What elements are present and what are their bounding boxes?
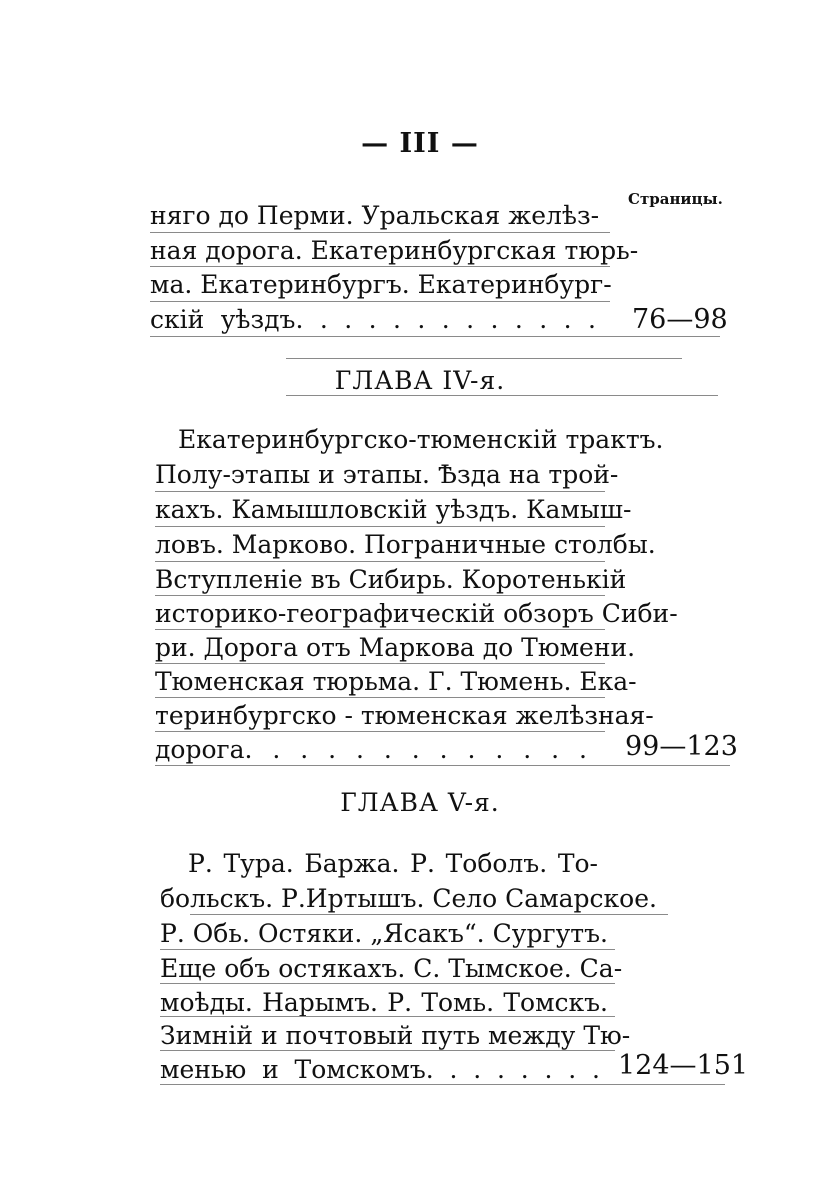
toc-line: няго до Перми. Уральская желѣз- (150, 201, 600, 230)
ruled-line (155, 663, 605, 664)
chapter-v-heading: ГЛАВА V-я. (340, 788, 500, 817)
toc-line: моѣды. Нарымъ. Р. Томь. Томскъ. (160, 988, 608, 1017)
toc-line: Р. Тура. Баржа. Р. Тоболъ. То- (188, 849, 598, 878)
ruled-line (160, 983, 615, 984)
toc-line: Полу-этапы и этапы. Ѣзда на трой- (155, 460, 619, 489)
pages-column-label: Страницы. (628, 190, 723, 208)
ruled-line (155, 697, 605, 698)
page-range: 76—98 (632, 304, 728, 335)
page-number: — III — (361, 128, 479, 159)
toc-line: теринбургско - тюменская желѣзная- (155, 701, 654, 730)
ruled-line (150, 232, 610, 233)
toc-line: ма. Екатеринбургъ. Екатеринбург- (150, 270, 612, 299)
ruled-line (150, 266, 610, 267)
ruled-line (155, 595, 605, 596)
ruled-line (160, 1050, 615, 1051)
toc-line: менью и Томскомъ. . . . . . . . (160, 1055, 600, 1084)
toc-line: Зимній и почтовый путь между Тю- (160, 1021, 631, 1050)
toc-line: Еще объ остякахъ. С. Тымское. Са- (160, 954, 623, 983)
toc-line: Вступленіе въ Сибирь. Коротенькій (155, 565, 627, 594)
ruled-line (160, 949, 615, 950)
ruled-line (160, 1084, 725, 1085)
toc-line: дорога. . . . . . . . . . . . . (155, 735, 587, 764)
ruled-line (150, 301, 610, 302)
ruled-line (155, 491, 605, 492)
ruled-line (150, 336, 720, 337)
ruled-line (190, 914, 668, 915)
chapter-iv-heading: ГЛАВА IV-я. (334, 366, 506, 395)
toc-line: Р. Обь. Остяки. „Ясакъ“. Сургутъ. (160, 919, 608, 948)
ruled-line (155, 526, 605, 527)
ruled-line (155, 731, 605, 732)
toc-line: кахъ. Камышловскій уѣздъ. Камыш- (155, 495, 632, 524)
page-range: 99—123 (625, 731, 738, 762)
toc-line: Екатеринбургско-тюменскій трактъ. (178, 425, 664, 454)
divider (286, 358, 682, 359)
ruled-line (155, 629, 605, 630)
toc-line: Тюменская тюрьма. Г. Тюмень. Ека- (155, 667, 637, 696)
ruled-line (155, 561, 605, 562)
ruled-line (286, 395, 718, 396)
toc-line: больскъ. Р.Иртышъ. Село Самарское. (160, 884, 657, 913)
ruled-line (160, 1016, 615, 1017)
toc-line: скій уѣздъ. . . . . . . . . . . . . (150, 305, 596, 334)
page-range: 124—151 (618, 1050, 749, 1081)
toc-line: историко-географическій обзоръ Сиби- (155, 599, 678, 628)
toc-line: ри. Дорога отъ Маркова до Тюмени. (155, 633, 636, 662)
toc-line: ловъ. Марково. Пограничные столбы. (155, 530, 656, 559)
toc-line: ная дорога. Екатеринбургская тюрь- (150, 236, 639, 265)
ruled-line (155, 765, 730, 766)
